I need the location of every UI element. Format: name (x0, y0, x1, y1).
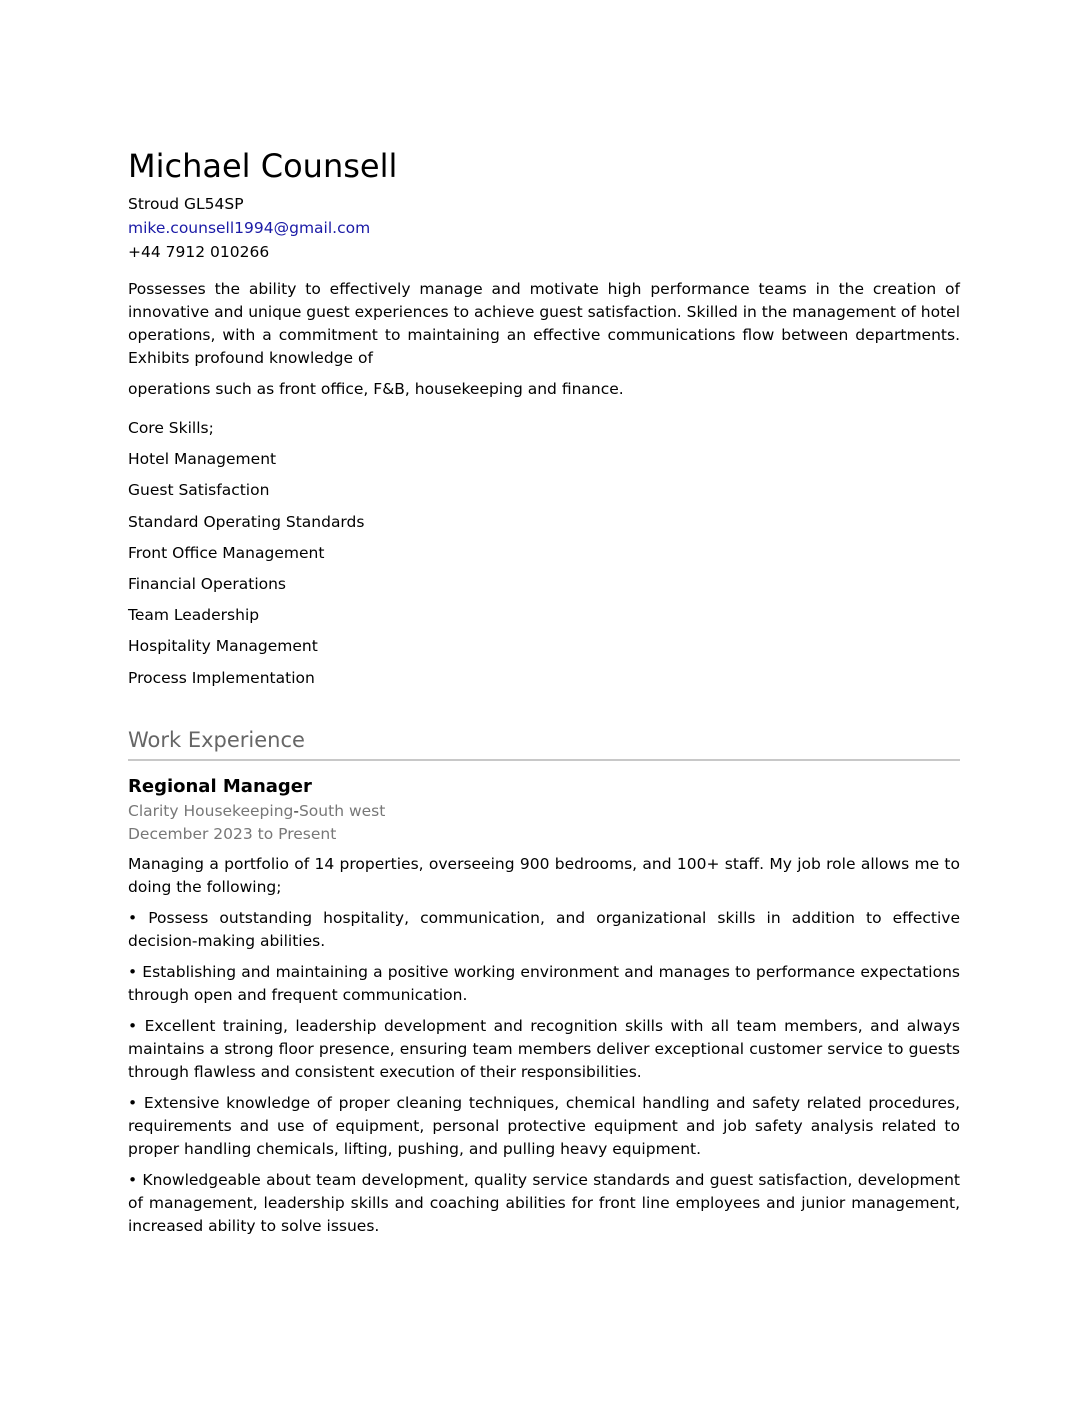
skill-item: Hotel Management (128, 450, 277, 469)
skill-item: Process Implementation (128, 668, 315, 687)
location: Stroud GL54SP (128, 195, 244, 213)
job-dates: December 2023 to Present (128, 825, 337, 843)
contact-block (128, 192, 370, 264)
skill-item: Front Office Management (128, 543, 325, 562)
job-region: South west (298, 802, 386, 820)
skill-item: Team Leadership (128, 606, 260, 625)
job-bullet: • Excellent training, leadership development and recognition skills with all team members, and always maintains a strong floor presence, ensuring team members deliver exceptional customer service to guests through flawless and consistent execution of their responsibilities. (128, 1017, 960, 1081)
core-skills (128, 417, 364, 698)
job-title: Regional Manager (128, 776, 312, 797)
candidate-name: Michael Counsell (128, 147, 398, 185)
skills-heading: Core Skills; (128, 419, 214, 437)
skill-item: Hospitality Management (128, 637, 318, 656)
section-title-work-experience: Work Experience (128, 728, 305, 752)
job-bullet: • Extensive knowledge of proper cleaning techniques, chemical handling and safety related procedures, requirements and use of equipment, personal protective equipment and job safety analysis related to proper handling chemicals, lifting, pushing, and pulling heavy equipment. (128, 1094, 960, 1158)
email-link[interactable]: mike.counsell1994@gmail.com (128, 219, 371, 237)
job-description (128, 853, 960, 1246)
job-company: Clarity Housekeeping (128, 802, 294, 820)
job-intro: Managing a portfolio of 14 properties, overseeing 900 bedrooms, and 100+ staff. My job role allows me to doing the following; (128, 855, 960, 896)
skill-item: Standard Operating Standards (128, 512, 365, 531)
skill-item: Guest Satisfaction (128, 481, 270, 500)
summary-continuation: operations such as front office, F&B, housekeeping and finance. (128, 380, 624, 398)
job-separator: - (293, 802, 299, 820)
job-bullet: • Establishing and maintaining a positive working environment and manages to performance expectations through open and frequent communication. (128, 963, 960, 1004)
job-bullet: • Knowledgeable about team development, quality service standards and guest satisfaction, development of management, leadership skills and coaching abilities for front line employees and junior management, increased ability to solve issues. (128, 1171, 960, 1235)
phone: +44 7912 010266 (128, 243, 270, 261)
job-meta (128, 800, 385, 846)
job-bullet: • Possess outstanding hospitality, communication, and organizational skills in addition to effective decision-making abilities. (128, 909, 960, 950)
summary-paragraph: Possesses the ability to effectively manage and motivate high performance teams in the creation of innovative and unique guest experiences to achieve guest satisfaction. Skilled in the management of hotel operations, with a commitment to maintaining an effective communications flow between departments. Exhibits profound knowledge of (128, 280, 960, 367)
job-company-line (128, 800, 385, 823)
section-divider (128, 759, 960, 761)
skill-item: Financial Operations (128, 574, 287, 593)
